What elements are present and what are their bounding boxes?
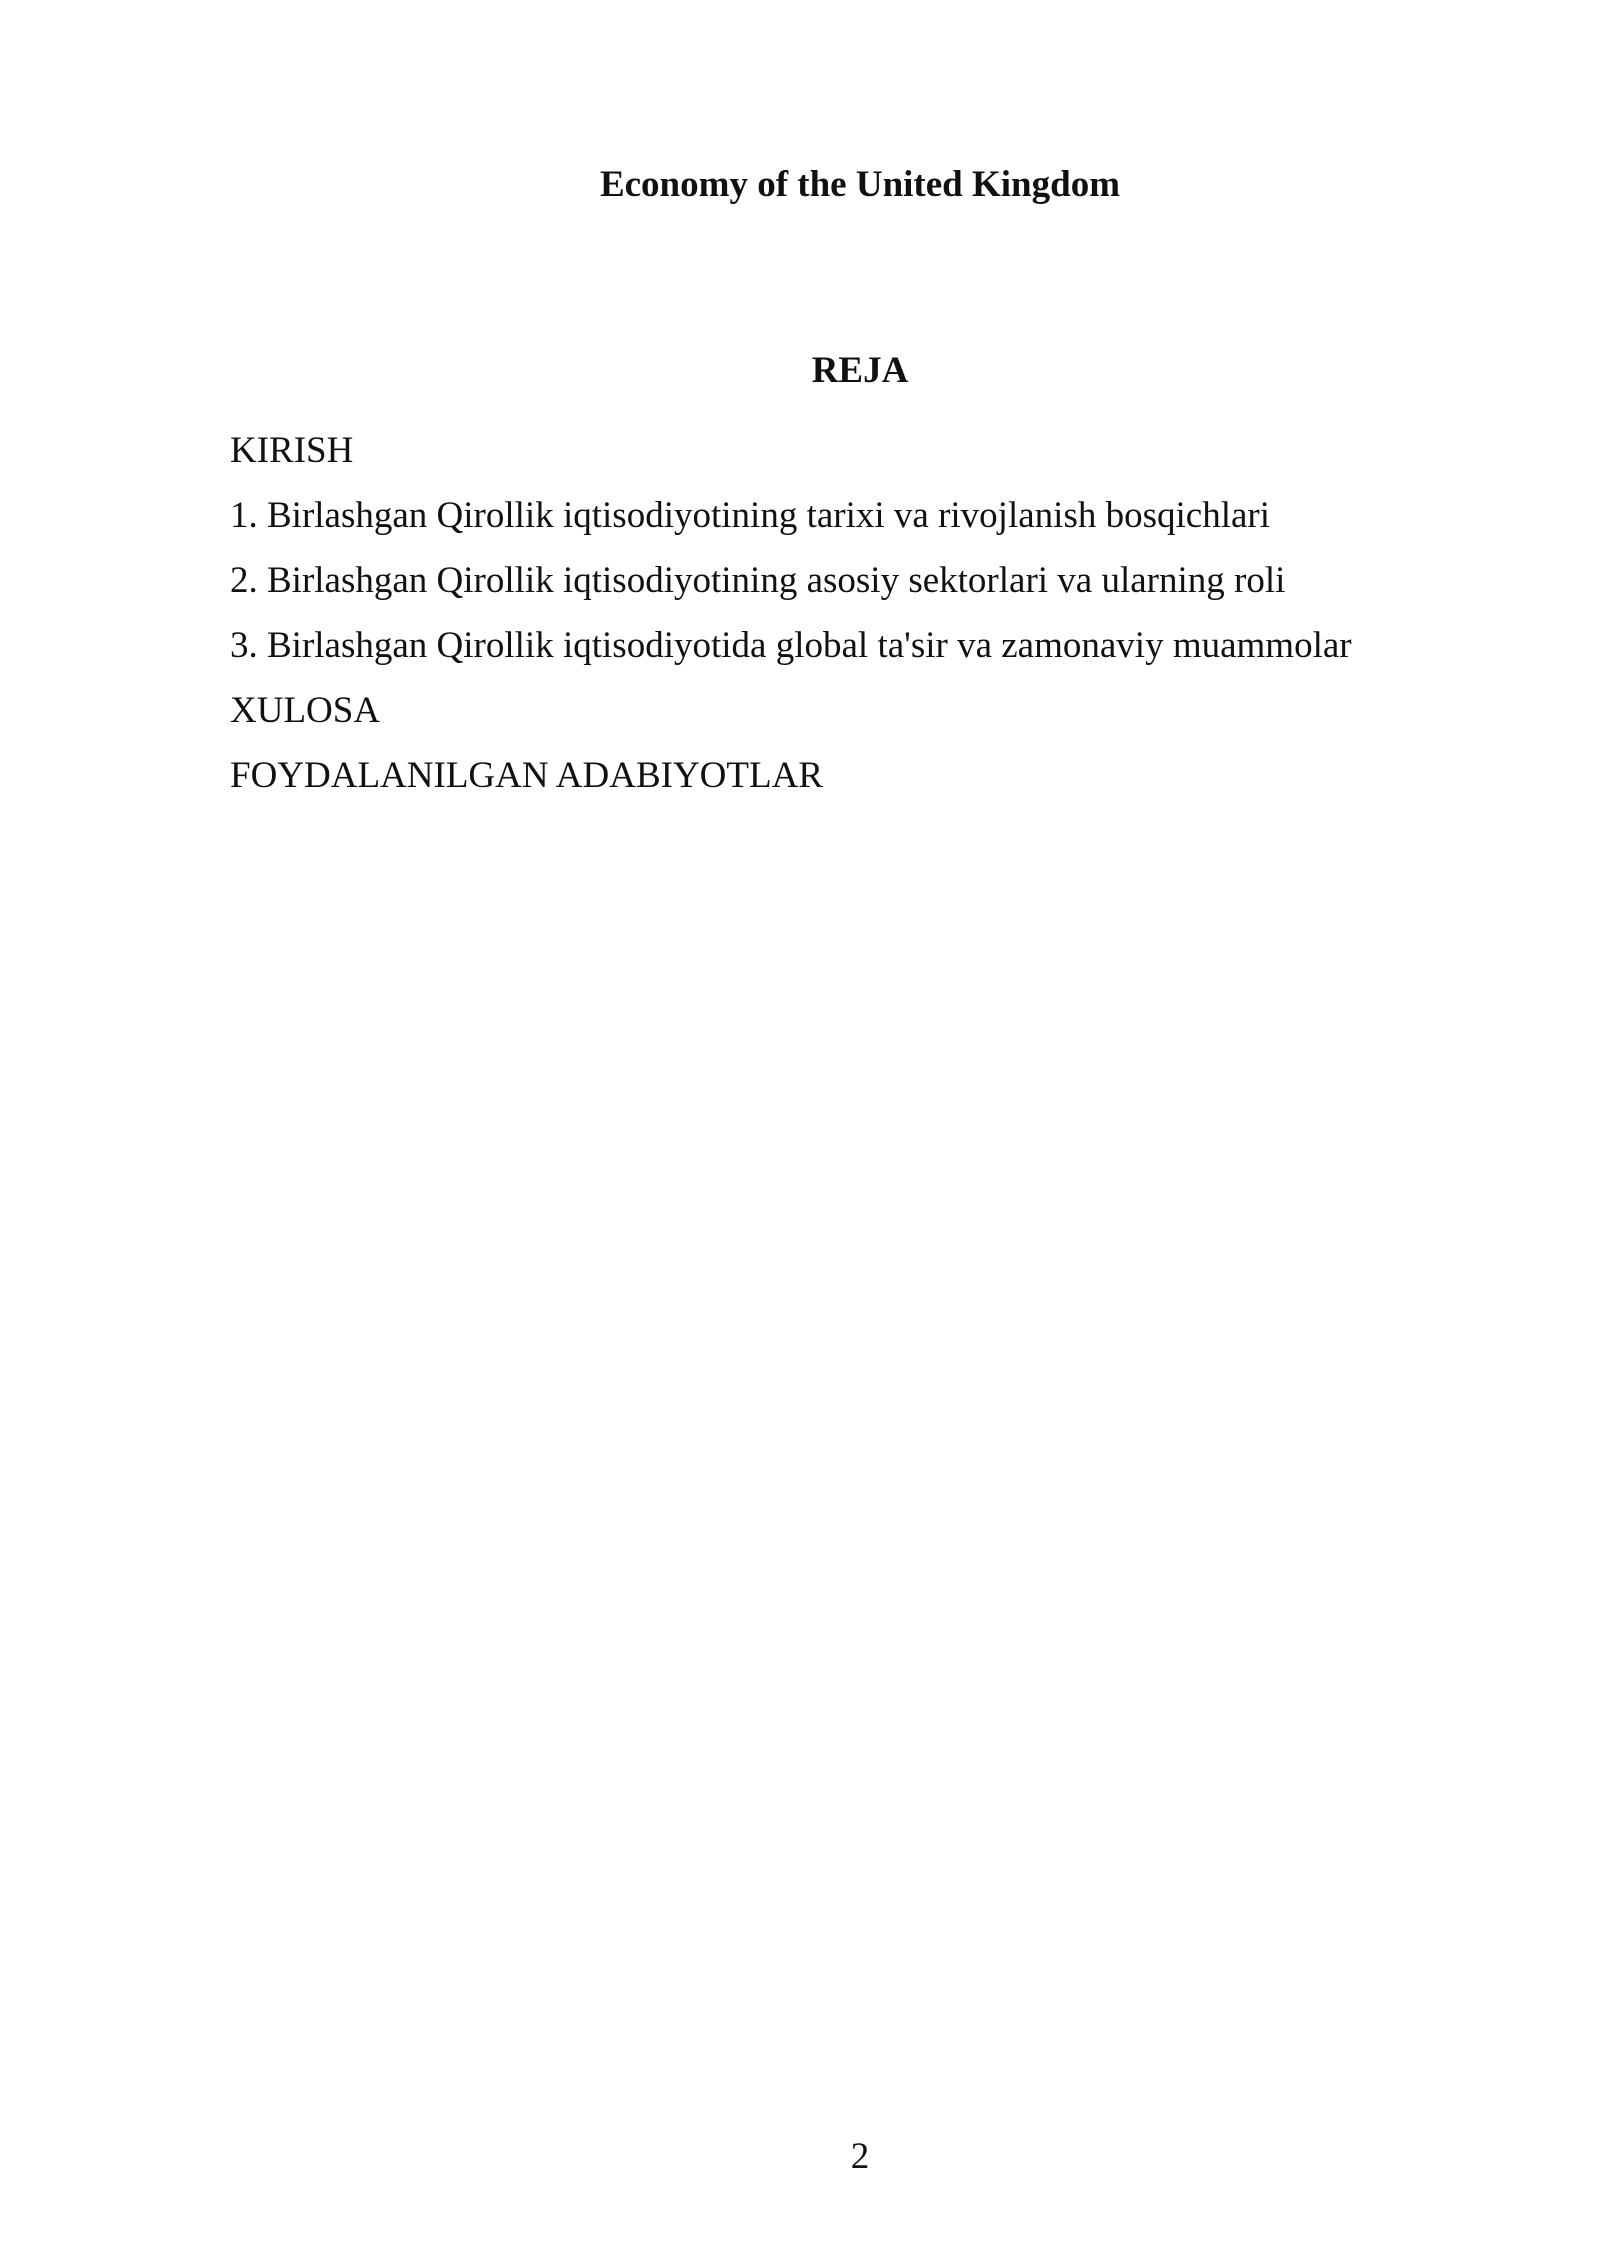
plan-item-3: 3. Birlashgan Qirollik iqtisodiyotida global ta'sir va zamonaviy muammolar <box>230 625 1352 666</box>
plan-item-2: 2. Birlashgan Qirollik iqtisodiyotining asosiy sektorlari va ularning roli <box>230 560 1286 601</box>
plan-heading: REJA <box>811 350 909 391</box>
page-number: 2 <box>850 2136 870 2177</box>
plan-item-references: FOYDALANILGAN ADABIYOTLAR <box>230 755 823 796</box>
plan-item-introduction: KIRISH <box>230 430 354 471</box>
document-title: Economy of the United Kingdom <box>599 164 1121 205</box>
plan-list <box>230 418 1430 808</box>
plan-item-1: 1. Birlashgan Qirollik iqtisodiyotining tarixi va rivojlanish bosqichlari <box>230 495 1270 536</box>
plan-item-conclusion: XULOSA <box>230 690 381 731</box>
